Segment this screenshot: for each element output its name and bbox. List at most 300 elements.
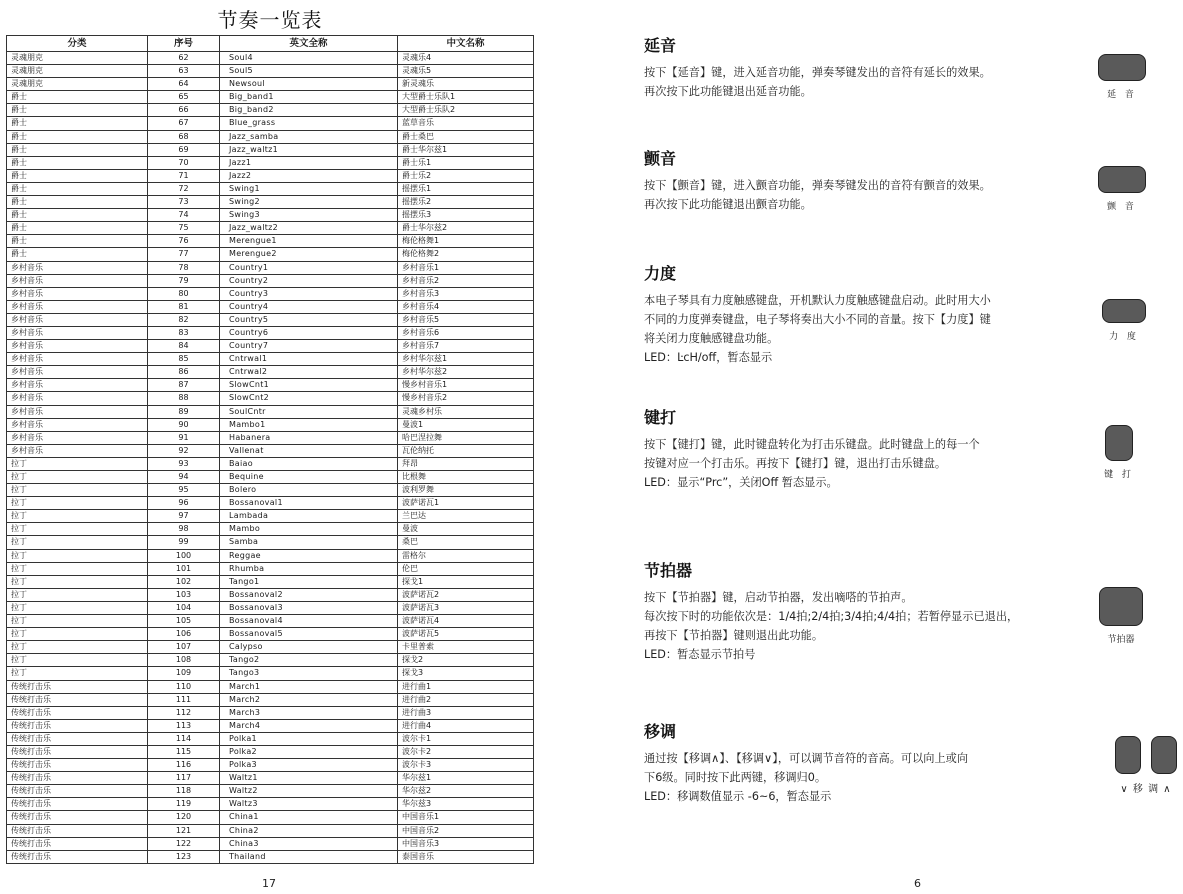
cell-english-name: March3: [220, 706, 398, 719]
cell-english-name: SlowCnt2: [220, 392, 398, 405]
cell-category: 传统打击乐: [7, 811, 148, 824]
cell-number: 87: [148, 379, 220, 392]
cell-number: 77: [148, 248, 220, 261]
cell-chinese-name: 比根舞: [398, 471, 534, 484]
transpose-down-button[interactable]: [1115, 736, 1141, 774]
text-line: LED：暂态显示节拍号: [644, 648, 756, 661]
section-text: [644, 63, 1064, 101]
cell-category: 乡村音乐: [7, 418, 148, 431]
cell-number: 89: [148, 405, 220, 418]
cell-chinese-name: 乡村音乐6: [398, 326, 534, 339]
text-line: 再次按下此功能键退出延音功能。: [644, 85, 812, 98]
cell-category: 灵魂朋克: [7, 78, 148, 91]
cell-number: 123: [148, 850, 220, 863]
table-row: [7, 811, 534, 824]
table-row: [7, 326, 534, 339]
cell-english-name: Bossanoval4: [220, 615, 398, 628]
page-number-left: 17: [262, 877, 276, 890]
table-row: [7, 196, 534, 209]
cell-english-name: SlowCnt1: [220, 379, 398, 392]
table-row: [7, 235, 534, 248]
cell-category: 乡村音乐: [7, 313, 148, 326]
cell-number: 109: [148, 667, 220, 680]
table-row: [7, 588, 534, 601]
section-title: 键打: [644, 408, 677, 427]
text-line: 将关闭力度触感键盘功能。: [644, 332, 779, 345]
cell-category: 乡村音乐: [7, 353, 148, 366]
cell-chinese-name: 中国音乐2: [398, 824, 534, 837]
text-line: 按下【键打】键，此时键盘转化为打击乐键盘。此时键盘上的每一个: [644, 438, 980, 451]
cell-number: 115: [148, 745, 220, 758]
header-number: 序号: [148, 36, 220, 52]
cell-english-name: Jazz2: [220, 169, 398, 182]
table-row: [7, 471, 534, 484]
cell-number: 83: [148, 326, 220, 339]
table-row: [7, 759, 534, 772]
cell-english-name: Bossanoval5: [220, 628, 398, 641]
cell-english-name: Cntrwal2: [220, 366, 398, 379]
vibrato-key-block: [1098, 166, 1146, 212]
page-number-right: 6: [914, 877, 921, 890]
text-line: 不同的力度弹奏键盘，电子琴将奏出大小不同的音量。按下【力度】键: [644, 313, 991, 326]
cell-category: 乡村音乐: [7, 274, 148, 287]
cell-category: 拉丁: [7, 510, 148, 523]
cell-number: 73: [148, 196, 220, 209]
cell-chinese-name: 波萨诺瓦2: [398, 588, 534, 601]
table-row: [7, 91, 534, 104]
cell-category: 拉丁: [7, 523, 148, 536]
rhythm-table: [6, 35, 534, 864]
section-velocity: [644, 261, 1064, 367]
table-row: [7, 117, 534, 130]
table-row: [7, 523, 534, 536]
section-text: [644, 749, 1064, 806]
cell-number: 72: [148, 182, 220, 195]
table-row: [7, 798, 534, 811]
cell-chinese-name: 梅伦格舞2: [398, 248, 534, 261]
cell-category: 乡村音乐: [7, 392, 148, 405]
cell-english-name: Merengue2: [220, 248, 398, 261]
cell-category: 拉丁: [7, 601, 148, 614]
cell-category: 拉丁: [7, 471, 148, 484]
cell-category: 爵士: [7, 209, 148, 222]
text-line: 按下【节拍器】键，启动节拍器，发出嘀嗒的节拍声。: [644, 591, 913, 604]
table-row: [7, 418, 534, 431]
cell-chinese-name: 大型爵士乐队1: [398, 91, 534, 104]
cell-chinese-name: 曼波1: [398, 418, 534, 431]
cell-english-name: Newsoul: [220, 78, 398, 91]
cell-chinese-name: 探戈1: [398, 575, 534, 588]
table-row: [7, 641, 534, 654]
cell-english-name: Tango1: [220, 575, 398, 588]
section-text: [644, 435, 1064, 492]
section-transpose: [644, 719, 1064, 806]
cell-chinese-name: 爵士华尔兹2: [398, 222, 534, 235]
cell-chinese-name: 爵士华尔兹1: [398, 143, 534, 156]
table-row: [7, 353, 534, 366]
text-line: 每次按下时的功能依次是：1/4拍;2/4拍;3/4拍;4/4拍；若暂停显示已退出，: [644, 610, 1019, 623]
cell-chinese-name: 瓦伦纳托: [398, 444, 534, 457]
table-row: [7, 104, 534, 117]
cell-category: 拉丁: [7, 641, 148, 654]
cell-chinese-name: 哈巴涅拉舞: [398, 431, 534, 444]
cell-english-name: Bossanoval1: [220, 497, 398, 510]
section-keyboard-percussion: [644, 405, 1064, 492]
cell-chinese-name: 灵魂乐4: [398, 52, 534, 65]
cell-english-name: Samba: [220, 536, 398, 549]
cell-number: 68: [148, 130, 220, 143]
cell-chinese-name: 灵魂乡村乐: [398, 405, 534, 418]
section-title: 颤音: [644, 149, 677, 168]
cell-number: 113: [148, 719, 220, 732]
cell-english-name: Country5: [220, 313, 398, 326]
cell-english-name: Big_band2: [220, 104, 398, 117]
cell-english-name: March1: [220, 680, 398, 693]
cell-number: 76: [148, 235, 220, 248]
table-row: [7, 209, 534, 222]
cell-chinese-name: 进行曲1: [398, 680, 534, 693]
cell-number: 93: [148, 457, 220, 470]
cell-number: 85: [148, 353, 220, 366]
cell-category: 爵士: [7, 143, 148, 156]
cell-category: 传统打击乐: [7, 680, 148, 693]
cell-chinese-name: 中国音乐3: [398, 837, 534, 850]
cell-category: 传统打击乐: [7, 759, 148, 772]
table-row: [7, 78, 534, 91]
table-row: [7, 248, 534, 261]
cell-category: 拉丁: [7, 536, 148, 549]
cell-number: 91: [148, 431, 220, 444]
cell-chinese-name: 桑巴: [398, 536, 534, 549]
cell-english-name: Polka1: [220, 732, 398, 745]
cell-category: 拉丁: [7, 654, 148, 667]
table-row: [7, 392, 534, 405]
metronome-key-label: 节拍器: [1107, 635, 1135, 645]
cell-english-name: China2: [220, 824, 398, 837]
cell-category: 拉丁: [7, 484, 148, 497]
table-row: [7, 405, 534, 418]
cell-category: 爵士: [7, 169, 148, 182]
section-title: 节拍器: [644, 561, 693, 580]
text-line: 本电子琴具有力度触感键盘，开机默认力度触感键盘启动。此时用大小: [644, 294, 991, 307]
cell-chinese-name: 曼波: [398, 523, 534, 536]
metronome-button[interactable]: [1099, 587, 1143, 626]
table-row: [7, 379, 534, 392]
cell-number: 121: [148, 824, 220, 837]
percussion-key-block: [1095, 425, 1143, 480]
cell-english-name: China3: [220, 837, 398, 850]
cell-category: 拉丁: [7, 457, 148, 470]
cell-number: 62: [148, 52, 220, 65]
cell-number: 106: [148, 628, 220, 641]
vibrato-key-label: 颤 音: [1107, 202, 1137, 212]
table-row: [7, 313, 534, 326]
table-header-row: [7, 36, 534, 52]
cell-english-name: Soul4: [220, 52, 398, 65]
cell-number: 118: [148, 785, 220, 798]
cell-number: 122: [148, 837, 220, 850]
cell-number: 81: [148, 300, 220, 313]
cell-number: 95: [148, 484, 220, 497]
cell-category: 爵士: [7, 196, 148, 209]
table-row: [7, 772, 534, 785]
cell-chinese-name: 兰巴达: [398, 510, 534, 523]
text-line: LED：显示“Prc”，关闭Off 暂态显示。: [644, 476, 838, 489]
section-vibrato: [644, 146, 1064, 214]
cell-number: 104: [148, 601, 220, 614]
cell-category: 爵士: [7, 117, 148, 130]
sustain-key-label: 延 音: [1107, 90, 1137, 100]
cell-english-name: Baiao: [220, 457, 398, 470]
cell-number: 80: [148, 287, 220, 300]
cell-category: 爵士: [7, 182, 148, 195]
cell-number: 90: [148, 418, 220, 431]
text-line: 再按下【节拍器】键则退出此功能。: [644, 629, 824, 642]
cell-category: 拉丁: [7, 549, 148, 562]
section-title: 移调: [644, 722, 677, 741]
table-row: [7, 261, 534, 274]
cell-category: 拉丁: [7, 575, 148, 588]
cell-chinese-name: 卡里普索: [398, 641, 534, 654]
table-row: [7, 719, 534, 732]
cell-chinese-name: 波利罗舞: [398, 484, 534, 497]
cell-category: 传统打击乐: [7, 732, 148, 745]
cell-chinese-name: 蓝草音乐: [398, 117, 534, 130]
cell-category: 乡村音乐: [7, 379, 148, 392]
cell-chinese-name: 灵魂乐5: [398, 65, 534, 78]
cell-chinese-name: 慢乡村音乐1: [398, 379, 534, 392]
cell-chinese-name: 伦巴: [398, 562, 534, 575]
text-line: 下6级。同时按下此两键，移调归0。: [644, 771, 827, 784]
cell-number: 114: [148, 732, 220, 745]
cell-chinese-name: 拜昂: [398, 457, 534, 470]
cell-chinese-name: 爵士乐2: [398, 169, 534, 182]
cell-chinese-name: 波萨诺瓦1: [398, 497, 534, 510]
velocity-button[interactable]: [1102, 299, 1146, 323]
cell-number: 116: [148, 759, 220, 772]
text-line: LED：移调数值显示 -6~6，暂态显示: [644, 790, 832, 803]
cell-chinese-name: 华尔兹3: [398, 798, 534, 811]
cell-category: 乡村音乐: [7, 326, 148, 339]
cell-category: 乡村音乐: [7, 405, 148, 418]
cell-english-name: Lambada: [220, 510, 398, 523]
transpose-buttons: [1110, 736, 1182, 774]
text-line: LED：ĿcH/off，暂态显示: [644, 351, 773, 364]
table-row: [7, 732, 534, 745]
cell-english-name: Swing3: [220, 209, 398, 222]
cell-number: 119: [148, 798, 220, 811]
cell-chinese-name: 乡村音乐7: [398, 340, 534, 353]
metronome-key-block: [1097, 587, 1145, 645]
cell-category: 传统打击乐: [7, 824, 148, 837]
cell-chinese-name: 波尔卡1: [398, 732, 534, 745]
cell-number: 92: [148, 444, 220, 457]
cell-category: 拉丁: [7, 628, 148, 641]
percussion-key-label: 键 打: [1104, 470, 1134, 480]
cell-english-name: Waltz1: [220, 772, 398, 785]
cell-number: 63: [148, 65, 220, 78]
cell-category: 乡村音乐: [7, 300, 148, 313]
percussion-button[interactable]: [1105, 425, 1133, 461]
section-sustain: [644, 33, 1064, 101]
cell-number: 111: [148, 693, 220, 706]
cell-english-name: Mambo1: [220, 418, 398, 431]
cell-english-name: Cntrwal1: [220, 353, 398, 366]
table-row: [7, 431, 534, 444]
transpose-key-label: ∨ 移 调 ∧: [1120, 784, 1172, 795]
table-row: [7, 484, 534, 497]
cell-english-name: Country2: [220, 274, 398, 287]
cell-english-name: Jazz_waltz2: [220, 222, 398, 235]
cell-english-name: Rhumba: [220, 562, 398, 575]
cell-chinese-name: 乡村华尔兹1: [398, 353, 534, 366]
table-row: [7, 824, 534, 837]
cell-english-name: Big_band1: [220, 91, 398, 104]
text-line: 按键对应一个打击乐。再按下【键打】键，退出打击乐键盘。: [644, 457, 947, 470]
table-row: [7, 182, 534, 195]
cell-category: 灵魂朋克: [7, 65, 148, 78]
table-row: [7, 300, 534, 313]
table-row: [7, 52, 534, 65]
section-text: [644, 176, 1064, 214]
cell-chinese-name: 乡村音乐5: [398, 313, 534, 326]
cell-category: 拉丁: [7, 588, 148, 601]
vibrato-button[interactable]: [1098, 166, 1146, 193]
cell-english-name: Jazz_waltz1: [220, 143, 398, 156]
cell-chinese-name: 进行曲2: [398, 693, 534, 706]
cell-category: 传统打击乐: [7, 785, 148, 798]
cell-category: 乡村音乐: [7, 287, 148, 300]
cell-chinese-name: 摇摆乐3: [398, 209, 534, 222]
cell-english-name: Vallenat: [220, 444, 398, 457]
cell-chinese-name: 爵士桑巴: [398, 130, 534, 143]
sustain-button[interactable]: [1098, 54, 1146, 81]
cell-english-name: Country1: [220, 261, 398, 274]
table-row: [7, 222, 534, 235]
section-text: [644, 588, 1084, 664]
cell-category: 爵士: [7, 104, 148, 117]
cell-number: 88: [148, 392, 220, 405]
cell-chinese-name: 乡村音乐3: [398, 287, 534, 300]
cell-english-name: Thailand: [220, 850, 398, 863]
table-row: [7, 510, 534, 523]
cell-english-name: March4: [220, 719, 398, 732]
cell-english-name: Polka2: [220, 745, 398, 758]
section-metronome: [644, 558, 1064, 664]
cell-category: 拉丁: [7, 497, 148, 510]
cell-category: 乡村音乐: [7, 366, 148, 379]
cell-chinese-name: 中国音乐1: [398, 811, 534, 824]
cell-number: 107: [148, 641, 220, 654]
cell-english-name: Country6: [220, 326, 398, 339]
table-row: [7, 693, 534, 706]
cell-number: 102: [148, 575, 220, 588]
cell-number: 74: [148, 209, 220, 222]
cell-english-name: Waltz3: [220, 798, 398, 811]
cell-english-name: SoulCntr: [220, 405, 398, 418]
transpose-key-block: [1110, 736, 1182, 795]
cell-category: 传统打击乐: [7, 693, 148, 706]
cell-chinese-name: 摇摆乐2: [398, 196, 534, 209]
sustain-key-block: [1098, 54, 1146, 100]
cell-category: 爵士: [7, 156, 148, 169]
table-row: [7, 143, 534, 156]
cell-number: 75: [148, 222, 220, 235]
cell-english-name: Tango3: [220, 667, 398, 680]
cell-category: 爵士: [7, 235, 148, 248]
cell-number: 98: [148, 523, 220, 536]
cell-category: 传统打击乐: [7, 798, 148, 811]
table-row: [7, 274, 534, 287]
cell-english-name: Bequine: [220, 471, 398, 484]
cell-english-name: March2: [220, 693, 398, 706]
cell-chinese-name: 雷格尔: [398, 549, 534, 562]
table-row: [7, 340, 534, 353]
cell-category: 拉丁: [7, 562, 148, 575]
cell-category: 爵士: [7, 222, 148, 235]
cell-category: 传统打击乐: [7, 772, 148, 785]
cell-number: 108: [148, 654, 220, 667]
cell-english-name: Bossanoval2: [220, 588, 398, 601]
cell-english-name: Jazz_samba: [220, 130, 398, 143]
table-row: [7, 667, 534, 680]
cell-chinese-name: 新灵魂乐: [398, 78, 534, 91]
cell-number: 69: [148, 143, 220, 156]
cell-category: 爵士: [7, 91, 148, 104]
cell-category: 传统打击乐: [7, 706, 148, 719]
cell-category: 传统打击乐: [7, 837, 148, 850]
cell-category: 拉丁: [7, 615, 148, 628]
cell-number: 112: [148, 706, 220, 719]
cell-category: 灵魂朋克: [7, 52, 148, 65]
cell-english-name: Polka3: [220, 759, 398, 772]
cell-english-name: Merengue1: [220, 235, 398, 248]
table-row: [7, 745, 534, 758]
table-row: [7, 680, 534, 693]
page-title: 节奏一览表: [217, 8, 323, 32]
cell-chinese-name: 波尔卡2: [398, 745, 534, 758]
cell-number: 71: [148, 169, 220, 182]
table-row: [7, 615, 534, 628]
transpose-up-button[interactable]: [1151, 736, 1177, 774]
cell-category: 爵士: [7, 248, 148, 261]
cell-category: 乡村音乐: [7, 444, 148, 457]
cell-number: 99: [148, 536, 220, 549]
cell-number: 78: [148, 261, 220, 274]
cell-english-name: Country3: [220, 287, 398, 300]
table-row: [7, 785, 534, 798]
cell-category: 乡村音乐: [7, 340, 148, 353]
right-page: [600, 0, 1183, 894]
text-line: 按下【延音】键，进入延音功能，弹奏琴键发出的音符有延长的效果。: [644, 66, 991, 79]
cell-chinese-name: 梅伦格舞1: [398, 235, 534, 248]
cell-number: 79: [148, 274, 220, 287]
cell-number: 84: [148, 340, 220, 353]
section-text: [644, 291, 1064, 367]
cell-english-name: Calypso: [220, 641, 398, 654]
cell-english-name: Tango2: [220, 654, 398, 667]
header-category: 分类: [7, 36, 148, 52]
cell-number: 94: [148, 471, 220, 484]
table-row: [7, 575, 534, 588]
cell-category: 爵士: [7, 130, 148, 143]
cell-chinese-name: 进行曲4: [398, 719, 534, 732]
cell-english-name: China1: [220, 811, 398, 824]
text-line: 通过按【移调∧】、【移调∨】，可以调节音符的音高。可以向上或向: [644, 752, 969, 765]
table-row: [7, 562, 534, 575]
table-row: [7, 497, 534, 510]
table-row: [7, 130, 534, 143]
